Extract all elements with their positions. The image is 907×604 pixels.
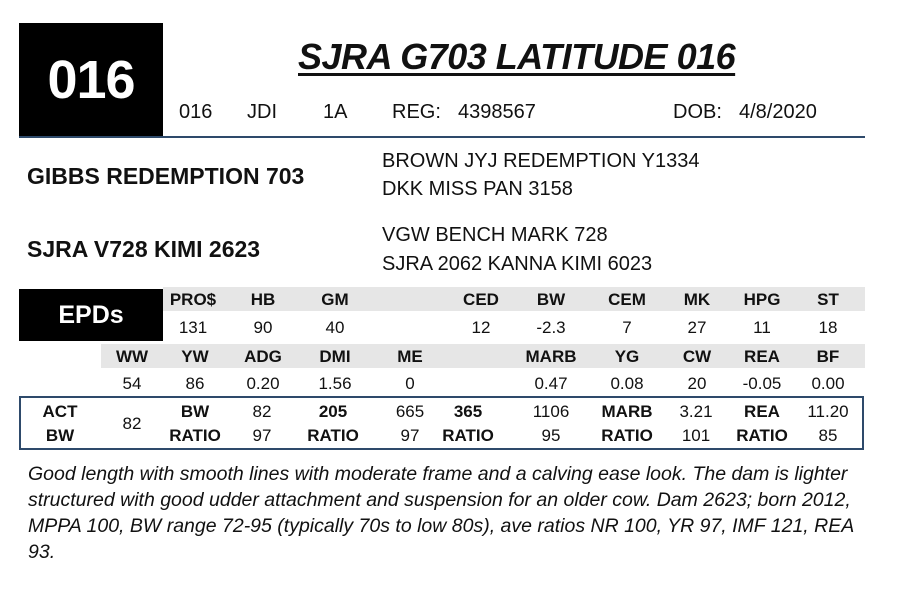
epd-header: ST xyxy=(817,290,839,309)
epd-value: 0.00 xyxy=(811,374,845,393)
epd-value: 0.20 xyxy=(246,374,280,393)
actual-bw-value: 82 xyxy=(122,414,142,433)
date-of-birth: 4/8/2020 xyxy=(739,101,817,123)
dam-name: SJRA V728 KIMI 2623 xyxy=(27,236,261,262)
epd-header: YG xyxy=(614,347,640,366)
rea-actual: 11.20 xyxy=(807,402,849,421)
epd-value: 54 xyxy=(122,374,142,393)
weaning-actual: 665 xyxy=(395,402,425,421)
epd-header: DMI xyxy=(319,347,351,366)
epd-label-block: EPDs xyxy=(19,289,163,341)
bw-ratio-label: BW xyxy=(180,402,210,421)
weaning-ratio-label: RATIO xyxy=(307,426,359,445)
yearling-ratio: 95 xyxy=(541,426,561,445)
dam-sire: VGW BENCH MARK 728 xyxy=(382,224,608,246)
epd-value: 1.56 xyxy=(318,374,352,393)
epd-header: MARB xyxy=(525,347,577,366)
epd-header: CW xyxy=(682,347,712,366)
epd-value: 11 xyxy=(753,318,771,337)
epd-header: BF xyxy=(816,347,840,366)
epd-value: 90 xyxy=(253,318,273,337)
dob-label: DOB: xyxy=(673,101,722,123)
code: 1A xyxy=(323,101,348,123)
rea-ratio-label: RATIO xyxy=(736,426,788,445)
weaning-label: 205 xyxy=(318,402,348,421)
epd-value: 0 xyxy=(405,374,415,393)
weaning-ratio: 97 xyxy=(400,426,420,445)
epd-header: HPG xyxy=(743,290,781,309)
bw-label: BW xyxy=(45,426,75,445)
epd-value: 131 xyxy=(178,318,208,337)
epd-header: PRO$ xyxy=(169,290,217,309)
epd-value: 0.08 xyxy=(610,374,644,393)
epd-header: HB xyxy=(250,290,276,309)
act-label: ACT xyxy=(42,402,78,421)
epd-value: 20 xyxy=(687,374,707,393)
epd-header: ME xyxy=(397,347,423,366)
epd-value: 40 xyxy=(325,318,345,337)
reg-label: REG: xyxy=(392,101,441,123)
marb-actual: 3.21 xyxy=(679,402,713,421)
epd-header: MK xyxy=(683,290,711,309)
epd-header: ADG xyxy=(244,347,282,366)
epd-header: WW xyxy=(115,347,149,366)
epd-header: YW xyxy=(181,347,209,366)
epd-value: -0.05 xyxy=(742,374,782,393)
sire-dam: DKK MISS PAN 3158 xyxy=(382,178,573,200)
marb-ratio: 101 xyxy=(681,426,711,445)
sire-name: GIBBS REDEMPTION 703 xyxy=(27,163,305,189)
header-divider xyxy=(19,136,865,138)
epd-value: 12 xyxy=(471,318,491,337)
epd-header: BW xyxy=(536,290,566,309)
animal-name-title: SJRA G703 LATITUDE 016 xyxy=(298,36,736,77)
marb-ratio-label: RATIO xyxy=(601,426,653,445)
bw-ratio: 97 xyxy=(252,426,272,445)
marb-label: MARB xyxy=(601,402,653,421)
tattoo: 016 xyxy=(179,101,213,123)
registration-number: 4398567 xyxy=(458,101,536,123)
bw-actual: 82 xyxy=(252,402,272,421)
dam-dam: SJRA 2062 KANNA KIMI 6023 xyxy=(382,253,653,275)
epd-value: 86 xyxy=(185,374,205,393)
bw-ratio-label: RATIO xyxy=(169,426,221,445)
epd-header: REA xyxy=(744,347,780,366)
epd-value: 18 xyxy=(818,318,838,337)
lot-number-badge: 016 xyxy=(19,23,163,136)
epd-value: 7 xyxy=(622,318,632,337)
epd-value: 27 xyxy=(687,318,707,337)
rea-ratio: 85 xyxy=(818,426,838,445)
yearling-actual: 1106 xyxy=(532,402,570,421)
epd-value: 0.47 xyxy=(534,374,568,393)
tag: JDI xyxy=(247,101,277,123)
sire-sire: BROWN JYJ REDEMPTION Y1334 xyxy=(382,150,700,172)
epd-header: GM xyxy=(321,290,349,309)
epd-header: CED xyxy=(463,290,499,309)
yearling-label: 365 xyxy=(453,402,483,421)
yearling-ratio-label: RATIO xyxy=(442,426,494,445)
rea-label: REA xyxy=(744,402,780,421)
remarks-paragraph: Good length with smooth lines with moderate frame and a calving ease look. The dam is lighter structured with good udder attachment and suspension for an older cow. Dam 2623; born 2012, MPPA 100, BW range 72-95 (typically 70s to low 80s), ave ratios NR 100, YR 97, IMF 121, REA 93. xyxy=(28,463,854,563)
epd-value: -2.3 xyxy=(536,318,566,337)
epd-header: CEM xyxy=(608,290,646,309)
